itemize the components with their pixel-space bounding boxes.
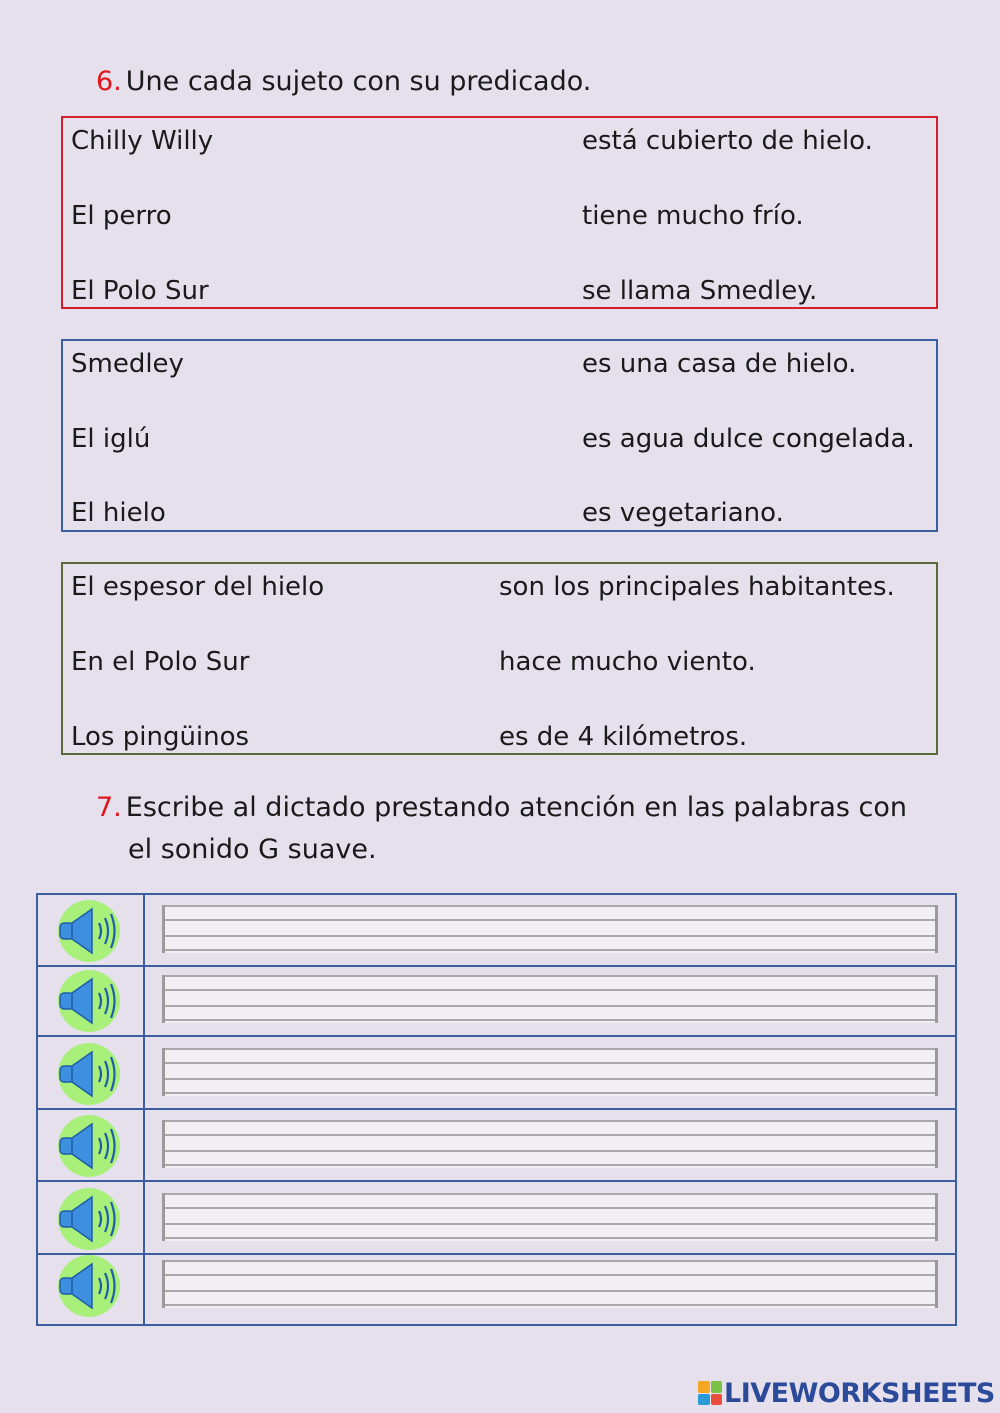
speaker-icon[interactable] xyxy=(56,899,122,963)
dictation-answer-field[interactable] xyxy=(162,1193,938,1241)
dictation-row xyxy=(38,895,955,967)
dictation-row xyxy=(38,1038,955,1110)
predicate-item[interactable]: hace mucho viento. xyxy=(499,647,756,677)
predicate-item[interactable]: es una casa de hielo. xyxy=(582,349,857,379)
liveworksheets-logo xyxy=(698,1377,995,1409)
speaker-icon[interactable] xyxy=(56,1187,122,1251)
predicate-item[interactable]: está cubierto de hielo. xyxy=(582,126,873,156)
logo-text: LIVEWORKSHEETS xyxy=(724,1377,995,1409)
dictation-answer-field[interactable] xyxy=(162,1120,938,1168)
speaker-icon[interactable] xyxy=(56,1042,122,1106)
dictation-row xyxy=(38,965,955,1037)
subject-item[interactable]: El espesor del hielo xyxy=(71,572,325,602)
dictation-answer-field[interactable] xyxy=(162,905,938,953)
dictation-answer-field[interactable] xyxy=(162,975,938,1023)
dictation-answer-field[interactable] xyxy=(162,1048,938,1096)
dictation-row xyxy=(38,1110,955,1182)
exercise-7-instruction-line2: el sonido G suave. xyxy=(128,834,377,865)
speaker-icon[interactable] xyxy=(56,1114,122,1178)
subject-item[interactable]: El hielo xyxy=(71,498,166,528)
subject-item[interactable]: Chilly Willy xyxy=(71,126,214,156)
predicate-item[interactable]: tiene mucho frío. xyxy=(582,201,804,231)
dictation-answer-field[interactable] xyxy=(162,1260,938,1308)
match-group-3 xyxy=(61,562,938,755)
speaker-icon[interactable] xyxy=(56,1254,122,1318)
liveworksheets-logo-icon xyxy=(698,1381,722,1405)
predicate-item[interactable]: es vegetariano. xyxy=(582,498,784,528)
predicate-item[interactable]: es agua dulce congelada. xyxy=(582,424,915,454)
subject-item[interactable]: El Polo Sur xyxy=(71,276,209,306)
predicate-item[interactable]: son los principales habitantes. xyxy=(499,572,895,602)
speaker-icon[interactable] xyxy=(56,969,122,1033)
predicate-item[interactable]: es de 4 kilómetros. xyxy=(499,722,748,752)
exercise-7-heading xyxy=(96,787,946,871)
match-group-2 xyxy=(61,339,938,532)
exercise-6-instruction: Une cada sujeto con su predicado. xyxy=(125,66,592,97)
subject-item[interactable]: En el Polo Sur xyxy=(71,647,250,677)
predicate-item[interactable]: se llama Smedley. xyxy=(582,276,818,306)
dictation-table xyxy=(36,893,957,1326)
subject-item[interactable]: Smedley xyxy=(71,349,184,379)
exercise-7-number: 7. xyxy=(96,792,122,823)
exercise-6-number: 6. xyxy=(96,66,122,97)
subject-item[interactable]: Los pingüinos xyxy=(71,722,250,752)
subject-item[interactable]: El perro xyxy=(71,201,172,231)
exercise-7-instruction-line1: Escribe al dictado prestando atención en las palabras con xyxy=(125,792,908,823)
subject-item[interactable]: El iglú xyxy=(71,424,151,454)
dictation-row xyxy=(38,1250,955,1326)
match-group-1 xyxy=(61,116,938,309)
exercise-6-heading xyxy=(96,61,946,103)
dictation-row xyxy=(38,1183,955,1255)
